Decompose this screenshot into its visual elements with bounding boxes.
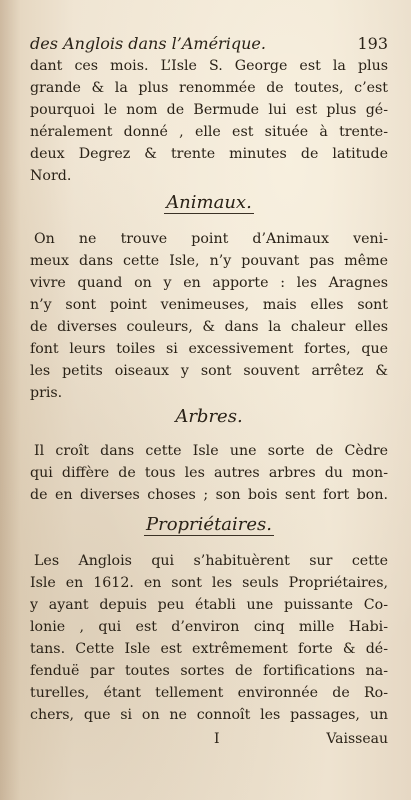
- proprietaires-line-3: y ayant depuis peu établi une puissante Co-: [30, 597, 388, 613]
- intro-line-4: néralement donné , elle est située à trente-: [30, 124, 388, 140]
- animaux-line-3: vivre quand on y en apporte : les Aragnes: [30, 275, 388, 291]
- running-header: [30, 33, 388, 55]
- heading-text: Animaux.: [166, 192, 252, 213]
- section-heading-arbres: [30, 404, 388, 430]
- intro-line-5: deux Degrez & trente minutes de latitude: [30, 146, 388, 162]
- proprietaires-line-7: turelles, étant tellement environnée de Ro-: [30, 685, 388, 701]
- heading-text: Arbres.: [175, 406, 243, 427]
- intro-line-2: grande & la plus renommée de toutes, c’est: [30, 80, 388, 96]
- proprietaires-line-4: lonie , qui est d’environ cinq mille Habi-: [30, 619, 388, 635]
- animaux-line-2: meux dans cette Isle, n’y pouvant pas même: [30, 253, 388, 269]
- arbres-line-1: Il croît dans cette Isle une sorte de Cèdre: [34, 443, 388, 459]
- catchword: Vaisseau: [326, 731, 388, 747]
- intro-line-3: pourquoi le nom de Bermude lui est plus gé-: [30, 102, 388, 118]
- animaux-line-1: On ne trouve point d’Animaux veni-: [34, 231, 388, 247]
- page-number: 193: [357, 34, 388, 53]
- arbres-line-3: de en diverses choses ; son bois sent fort bon.: [30, 487, 388, 503]
- heading-text: Propriétaires.: [145, 514, 273, 535]
- page-footer: [30, 728, 388, 750]
- signature-mark: I: [214, 731, 220, 747]
- proprietaires-line-5: tans. Cette Isle est extrêmement forte & dé-: [30, 641, 388, 657]
- proprietaires-line-8: chers, que si on ne connoît les passages, un: [30, 707, 388, 723]
- section-heading-proprietaires: [30, 512, 388, 538]
- animaux-line-4: n’y sont point venimeuses, mais elles sont: [30, 297, 388, 313]
- proprietaires-line-1: Les Anglois qui s’habituèrent sur cette: [34, 553, 388, 569]
- animaux-line-5: de diverses couleurs, & dans la chaleur elles: [30, 319, 388, 335]
- intro-line-6: Nord.: [30, 168, 72, 184]
- intro-line-1: dant ces mois. L’Isle S. George est la plus: [30, 58, 388, 74]
- proprietaires-line-2: Isle en 1612. en sont les seuls Propriétaires,: [30, 575, 388, 591]
- animaux-line-6: font leurs toiles si excessivement fortes, que: [30, 341, 388, 357]
- running-title: des Anglois dans l’Amérique.: [30, 34, 266, 53]
- section-heading-animaux: [30, 190, 388, 216]
- animaux-line-8: pris.: [30, 385, 63, 401]
- arbres-line-2: qui diffère de tous les autres arbres du mon-: [30, 465, 388, 481]
- animaux-line-7: les petits oiseaux y sont souvent arrêtez &: [30, 363, 388, 379]
- proprietaires-line-6: fenduë par toutes sortes de fortifications na-: [30, 663, 388, 679]
